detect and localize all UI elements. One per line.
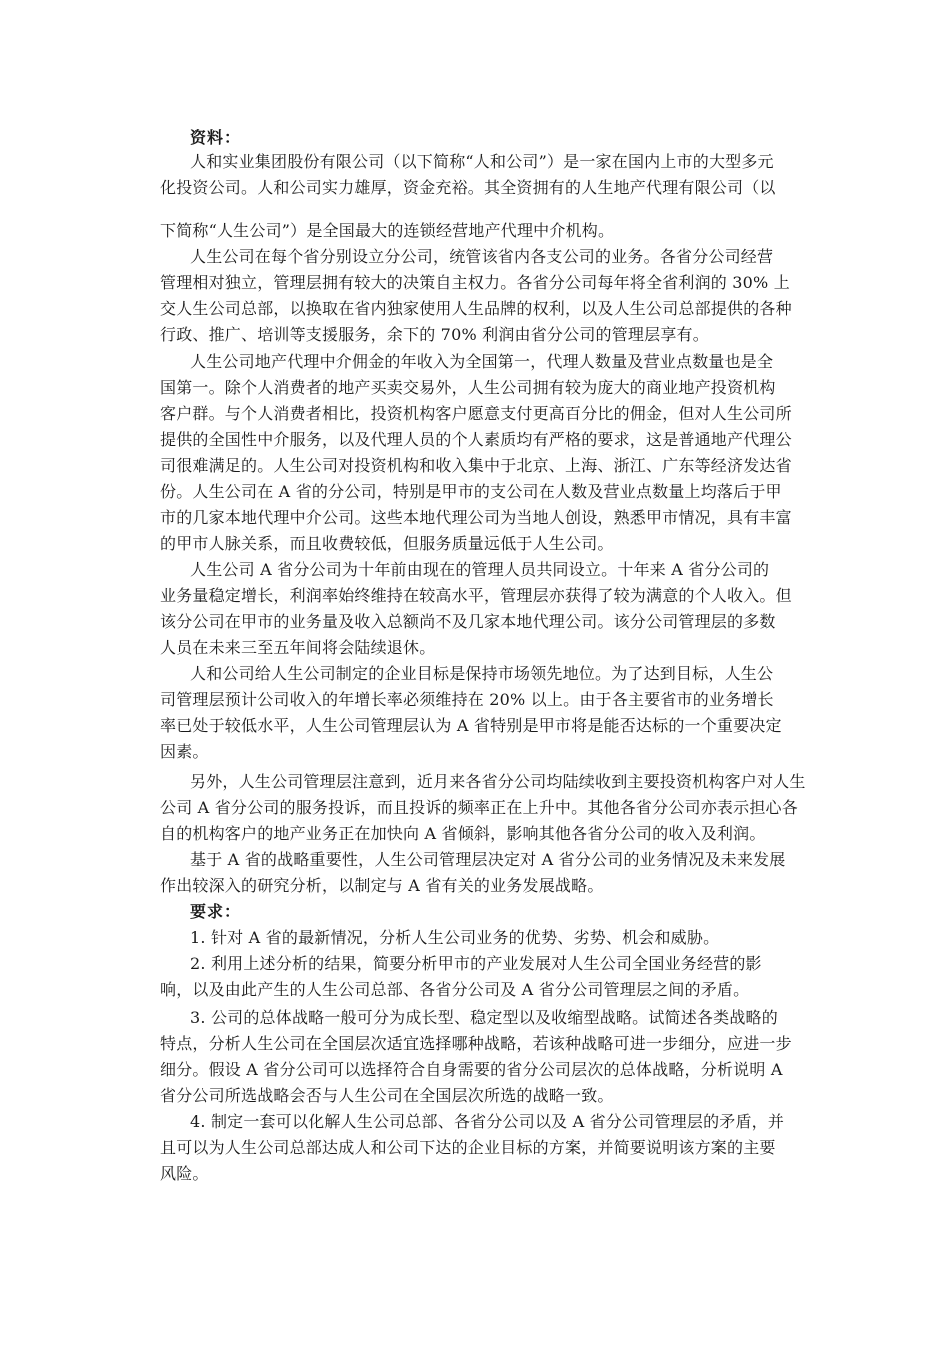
paragraph-line: 该分公司在甲市的业务量及收入总额尚不及几家本地代理公司。该分公司管理层的多数 xyxy=(160,612,776,631)
paragraph-line: 自的机构客户的地产业务正在加快向 A 省倾斜，影响其他各省分公司的收入及利润。 xyxy=(160,824,766,843)
requirement-line: 2. 利用上述分析的结果，简要分析甲市的产业发展对人生公司全国业务经营的影 xyxy=(190,954,762,973)
paragraph-line: 人生公司 A 省分公司为十年前由现在的管理人员共同设立。十年来 A 省分公司的 xyxy=(190,560,770,579)
requirement-line: 细分。假设 A 省分公司可以选择符合自身需要的省分公司层次的总体战略，分析说明 A xyxy=(160,1060,783,1079)
paragraph-line: 市的几家本地代理中介公司。这些本地代理公司为当地人创设，熟悉甲市情况，具有丰富 xyxy=(160,508,792,527)
paragraph-line: 因素。 xyxy=(160,742,209,761)
paragraph-line: 的甲市人脉关系，而且收费较低，但服务质量远低于人生公司。 xyxy=(160,534,614,553)
material-heading: 资料： xyxy=(190,128,242,147)
paragraph-line: 作出较深入的研究分析，以制定与 A 省有关的业务发展战略。 xyxy=(160,876,604,895)
paragraph-line: 管理相对独立，管理层拥有较大的决策自主权力。各省分公司每年将全省利润的 30% 上 xyxy=(160,273,790,292)
paragraph-line: 司管理层预计公司收入的年增长率必须维持在 20% 以上。由于各主要省市的业务增长 xyxy=(160,690,774,709)
requirement-line: 4. 制定一套可以化解人生公司总部、各省分公司以及 A 省分公司管理层的矛盾，并 xyxy=(190,1112,785,1131)
paragraph-line: 下简称“人生公司”）是全国最大的连锁经营地产代理中介机构。 xyxy=(160,221,615,240)
paragraph-line: 客户群。与个人消费者相比，投资机构客户愿意支付更高百分比的佣金，但对人生公司所 xyxy=(160,404,792,423)
paragraph-line: 率已处于较低水平，人生公司管理层认为 A 省特别是甲市将是能否达标的一个重要决定 xyxy=(160,716,782,735)
requirement-line: 响，以及由此产生的人生公司总部、各省分公司及 A 省分公司管理层之间的矛盾。 xyxy=(160,980,750,999)
paragraph-line: 另外，人生公司管理层注意到，近月来各省分公司均陆续收到主要投资机构客户对人生 xyxy=(190,772,806,791)
requirement-line: 且可以为人生公司总部达成人和公司下达的企业目标的方案，并简要说明该方案的主要 xyxy=(160,1138,776,1157)
paragraph-line: 人员在未来三至五年间将会陆续退休。 xyxy=(160,638,436,657)
paragraph-line: 公司 A 省分公司的服务投诉，而且投诉的频率正在上升中。其他各省分公司亦表示担心各 xyxy=(160,798,798,817)
paragraph-line: 份。人生公司在 A 省的分公司，特别是甲市的支公司在人数及营业点数量上均落后于甲 xyxy=(160,482,782,501)
requirement-line: 特点，分析人生公司在全国层次适宜选择哪种战略，若该种战略可进一步细分，应进一步 xyxy=(160,1034,792,1053)
requirement-line: 1. 针对 A 省的最新情况，分析人生公司业务的优势、劣势、机会和威胁。 xyxy=(190,928,720,947)
paragraph-line: 交人生公司总部，以换取在省内独家使用人生品牌的权利，以及人生公司总部提供的各种 xyxy=(160,299,792,318)
requirement-line: 省分公司所选战略会否与人生公司在全国层次所选的战略一致。 xyxy=(160,1086,614,1105)
paragraph-line: 提供的全国性中介服务，以及代理人员的个人素质均有严格的要求，这是普通地产代理公 xyxy=(160,430,792,449)
paragraph-line: 人生公司在每个省分别设立分公司，统管该省内各支公司的业务。各省分公司经营 xyxy=(190,247,774,266)
requirement-line: 3. 公司的总体战略一般可分为成长型、稳定型以及收缩型战略。试简述各类战略的 xyxy=(190,1008,778,1027)
paragraph-line: 人和实业集团股份有限公司（以下简称“人和公司”）是一家在国内上市的大型多元 xyxy=(190,152,774,171)
paragraph-line: 基于 A 省的战略重要性，人生公司管理层决定对 A 省分公司的业务情况及未来发展 xyxy=(190,850,786,869)
requirements-heading: 要求： xyxy=(190,902,242,921)
requirement-line: 风险。 xyxy=(160,1164,209,1183)
paragraph-line: 化投资公司。人和公司实力雄厚，资金充裕。其全资拥有的人生地产代理有限公司（以 xyxy=(160,178,776,197)
paragraph-line: 国第一。除个人消费者的地产买卖交易外，人生公司拥有较为庞大的商业地产投资机构 xyxy=(160,378,776,397)
paragraph-line: 人和公司给人生公司制定的企业目标是保持市场领先地位。为了达到目标，人生公 xyxy=(190,664,774,683)
paragraph-line: 人生公司地产代理中介佣金的年收入为全国第一，代理人数量及营业点数量也是全 xyxy=(190,352,774,371)
paragraph-line: 司很难满足的。人生公司对投资机构和收入集中于北京、上海、浙江、广东等经济发达省 xyxy=(160,456,792,475)
paragraph-line: 业务量稳定增长，利润率始终维持在较高水平，管理层亦获得了较为满意的个人收入。但 xyxy=(160,586,792,605)
paragraph-line: 行政、推广、培训等支援服务，余下的 70% 利润由省分公司的管理层享有。 xyxy=(160,325,709,344)
